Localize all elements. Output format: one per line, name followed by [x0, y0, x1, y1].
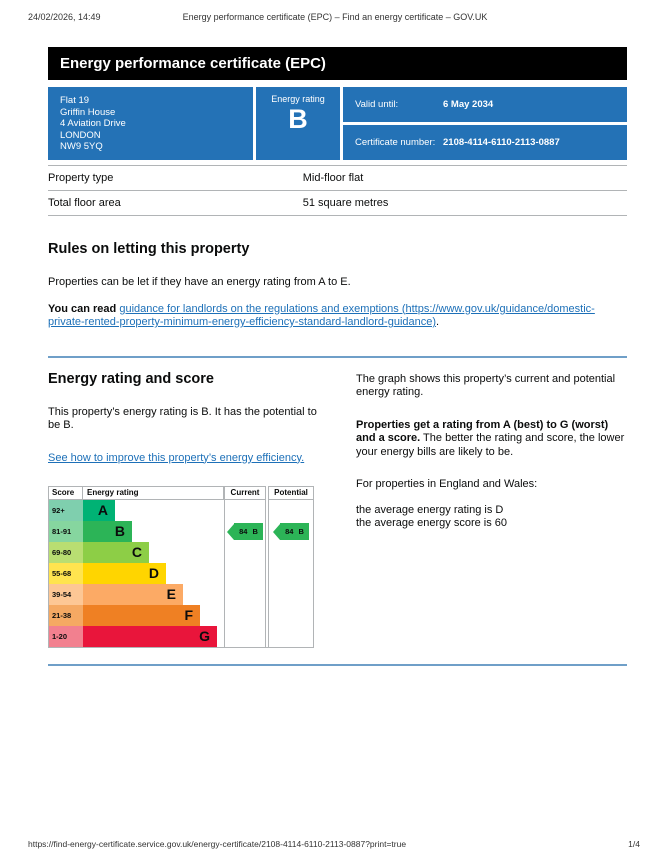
chart-band-row [48, 605, 314, 626]
potential-column-cell [268, 521, 314, 542]
certificate-number-row [343, 125, 627, 160]
certificate-number-value: 2108-4114-6110-2113-0887 [443, 137, 560, 148]
band-score-range: 55-68 [48, 563, 83, 584]
page-title: Energy performance certificate (EPC) [48, 47, 627, 80]
current-column-cell [224, 542, 266, 563]
graph-description: The graph shows this property’s current and potential energy rating. [356, 372, 616, 398]
current-column-cell [224, 500, 266, 521]
average-score: the average energy score is 60 [356, 517, 508, 529]
chart-band-row [48, 521, 314, 542]
current-column-cell [224, 563, 266, 584]
band-score-range: 39-54 [48, 584, 83, 605]
average-rating: the average energy rating is D [356, 503, 504, 516]
band-bar-g: G [83, 626, 217, 647]
section-divider [48, 664, 627, 666]
address-line: NW9 5YQ [60, 141, 103, 152]
floor-area-value: 51 square metres [303, 191, 627, 216]
band-bar-wrap [83, 500, 224, 521]
certificate-summary-box [48, 87, 627, 160]
landlord-guidance-link[interactable]: guidance for landlords on the regulations and exemptions (https://www.gov.uk/guidance/domestic-private-rented-property-minimum-energy-efficiency-standard-landlord-guidance) [48, 302, 595, 328]
band-score-range: 21-38 [48, 605, 83, 626]
band-score-range: 1-20 [48, 626, 83, 647]
property-details-table [48, 165, 627, 216]
print-url: https://find-energy-certificate.service.gov.uk/energy-certificate/2108-4114-6110-2113-0887?print=true [28, 839, 407, 849]
rules-para1: Properties can be let if they have an energy rating from A to E. [48, 276, 351, 288]
chart-header-score: Score [48, 486, 83, 500]
print-datetime: 24/02/2026, 14:49 [28, 12, 101, 22]
arrow-score: 84 [239, 527, 248, 536]
energy-rating-label: Energy rating [271, 94, 325, 104]
certificate-content [48, 24, 627, 666]
rating-heading: Energy rating and score [48, 370, 214, 387]
chart-header-energy-rating: Energy rating [83, 486, 224, 500]
valid-until-label: Valid until: [355, 99, 399, 110]
potential-column-cell [268, 605, 314, 626]
page-number: 1/4 [628, 839, 640, 849]
band-bar-f: F [83, 605, 200, 626]
rating-para: This property’s energy rating is B. It has the potential to be B. [48, 405, 317, 431]
rating-explainer [356, 419, 627, 460]
current-rating-arrow [227, 523, 263, 540]
table-row [48, 191, 627, 216]
floor-area-label: Total floor area [48, 191, 303, 216]
band-bar-wrap [83, 542, 224, 563]
address-line: 4 Aviation Drive [60, 118, 126, 129]
chart-band-row [48, 542, 314, 563]
current-column-cell [224, 605, 266, 626]
band-bar-wrap [83, 626, 224, 647]
valid-until-row [343, 87, 627, 122]
certificate-number-label: Certificate number: [355, 137, 436, 148]
chart-band-row [48, 626, 314, 647]
arrow-body [280, 523, 309, 540]
improve-link-para [48, 452, 320, 466]
certificate-meta [343, 87, 627, 160]
arrow-letter: B [252, 527, 258, 536]
improve-efficiency-link[interactable]: See how to improve this property’s energy efficiency. [48, 451, 305, 464]
rating-explainer-rest: The better the rating and score, the lower your energy bills are likely to be. [356, 432, 625, 458]
band-score-range: 81-91 [48, 521, 83, 542]
potential-column-cell [268, 542, 314, 563]
potential-column-cell [268, 584, 314, 605]
energy-rating-section [48, 371, 627, 649]
band-score-range: 92+ [48, 500, 83, 521]
section-divider [48, 356, 627, 358]
chart-header-current: Current [224, 486, 266, 500]
band-bar-wrap [83, 521, 224, 542]
potential-column-cell [268, 500, 314, 521]
potential-column-cell [268, 626, 314, 647]
current-column-cell [224, 626, 266, 647]
address-line: Flat 19 [60, 95, 90, 106]
chart-band-row [48, 584, 314, 605]
current-column-cell [224, 584, 266, 605]
rules-heading: Rules on letting this property [48, 241, 250, 257]
band-bar-b: B [83, 521, 132, 542]
epc-rating-chart [48, 486, 314, 648]
property-type-label: Property type [48, 166, 303, 191]
band-bar-e: E [83, 584, 183, 605]
chart-header-potential: Potential [268, 486, 314, 500]
potential-rating-arrow [273, 523, 309, 540]
print-header [28, 12, 642, 24]
property-address [48, 87, 253, 160]
rules-para2 [48, 303, 627, 330]
band-bar-wrap [83, 584, 224, 605]
band-bar-wrap [83, 563, 224, 584]
rules-para2-prefix: You can read [48, 302, 120, 315]
energy-rating-value: B [288, 104, 308, 134]
rating-right-column [356, 371, 627, 649]
address-line: LONDON [60, 129, 101, 141]
chart-body [48, 500, 314, 648]
arrow-tip-icon [273, 524, 280, 540]
chart-header [48, 486, 314, 500]
current-column-cell [224, 521, 266, 542]
table-row [48, 166, 627, 191]
rating-explainer-bold: Properties get a rating from A (best) to G (worst) and a score. [356, 418, 609, 444]
rules-para2-suffix: . [436, 316, 440, 328]
print-title: Energy performance certificate (EPC) – Find an energy certificate – GOV.UK [182, 12, 488, 22]
arrow-score: 84 [285, 527, 294, 536]
chart-band-row [48, 500, 314, 521]
chart-band-row [48, 563, 314, 584]
potential-column-cell [268, 563, 314, 584]
arrow-tip-icon [227, 524, 234, 540]
averages-list [356, 504, 627, 531]
print-footer [28, 839, 640, 849]
arrow-letter: B [298, 527, 304, 536]
band-bar-d: D [83, 563, 166, 584]
energy-rating-cell [256, 87, 340, 160]
band-bar-wrap [83, 605, 224, 626]
property-type-value: Mid-floor flat [303, 166, 627, 191]
arrow-body [234, 523, 263, 540]
band-bar-c: C [83, 542, 149, 563]
rating-left-column [48, 371, 320, 649]
england-wales-intro: For properties in England and Wales: [356, 478, 538, 490]
band-score-range: 69-80 [48, 542, 83, 563]
address-line: Griffin House [60, 106, 116, 118]
valid-until-value: 6 May 2034 [443, 99, 494, 110]
band-bar-a: A [83, 500, 115, 521]
